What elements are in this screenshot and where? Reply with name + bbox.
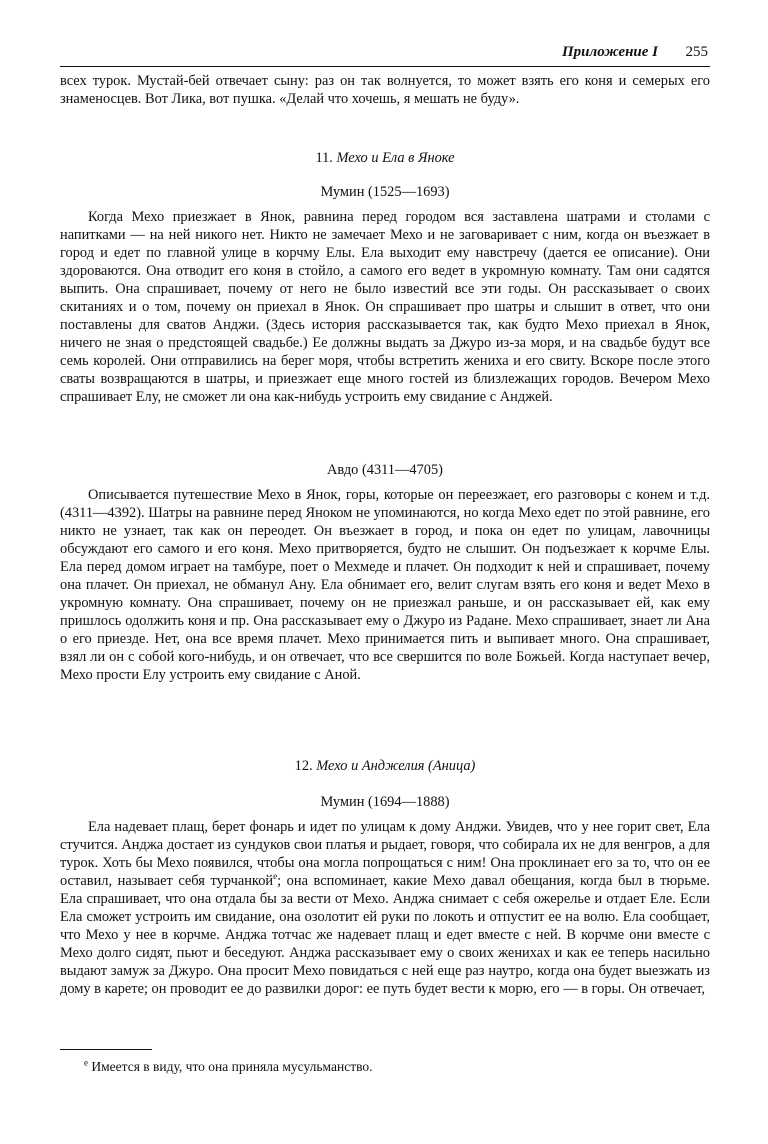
footnote-reference[interactable]: e bbox=[273, 871, 278, 882]
continuation-paragraph: всех турок. Мустай-бей отвечает сыну: раз он так волнуется, то может взять его коня и семерых его знаменосцев. Вот Лика, вот пушка. «Делай что хочешь, я мешать не буду». bbox=[60, 73, 710, 107]
section-11-variant-2-paragraph: Описывается путешествие Мехо в Янок, горы, которые он переезжает, его разговоры с конем и т.д. (4311—4392). Шатры на равнине перед Яноком не упоминаются, но когда Мехо едет по этой равнине, его никто не узнает, так как он переодет. Он въезжает в город, и пока он едет по улицам, лавочницы обсуждают его самого и его коня. Мехо притворяется, будто не слышит. Он подъезжает к корчме Елы. Ела перед домом играет на тамбуре, поет о Мехмеде и плачет. Он подходит к ней и спрашивает, почему она плачет. Он приехал, не обманул Ану. Ела обнимает его, велит слугам взять его коня и ведет Мехо в укромную комнату. Она спрашивает, почему он не приезжал раньше, и он рассказывает ей, как ему пришлось одолжить коня и пр. Она рассказывает ему о Джуро из Радане. Мехо спрашивает, знает ли Ана о его приезде. Нет, она все время плачет. Мехо принимается пить и выпивает много. Она спрашивает, взял ли он с собой кого-нибудь, и он отвечает, что все свершится по воле Божьей. Когда наступает вечер, Мехо прости Елу устроить ему свидание с Аной. bbox=[60, 487, 710, 683]
page-number: 255 bbox=[685, 44, 708, 60]
running-head-section-title: Приложение I bbox=[562, 44, 658, 60]
section-12-heading bbox=[60, 757, 710, 775]
section-11-number: 11. bbox=[315, 150, 333, 166]
footnote-mark: e bbox=[84, 1057, 88, 1068]
section-12-variant-1-block bbox=[60, 818, 710, 998]
section-12-variant-1-heading: Мумин (1694—1888) bbox=[320, 794, 450, 810]
continuation-paragraph-block bbox=[60, 72, 710, 108]
section-11-title: Мехо и Ела в Яноке bbox=[336, 150, 455, 166]
section-11-variant-1-block bbox=[60, 208, 710, 406]
section-11-variant-1-paragraph: Когда Мехо приезжает в Янок, равнина перед городом вся заставлена шатрами и столами с напитками — на ней никого нет. Никто не замечает Мехо и не заговаривает с ним, когда он въезжает в город и едет по главной улице в корчму Елы. Ела выходит ему навстречу (дается ее описание). Они здороваются. Она отводит его коня в стойло, а самого его ведет в укромную комнату. Там они садятся выпить. Она спрашивает, почему от него не было известий все эти годы. Он рассказывает о своих скитаниях и о том, почему он приехал в Янок. Он спрашивает про шатры и слышит в ответ, что они поставлены для сватов Анджи. (Здесь история рассказывается так, как будто Мехо приехал в Янок, ничего не зная о предстоящей свадьбе.) Ее должны выдать за Джуро из-за моря, и на свадьбе будут все семь королей. Они отправились на берег моря, чтобы встретить жениха и его свиту. Вскоре после этого сваты возвращаются в шатры, и приезжает еще много гостей из близлежащих городов. Вечером Мехо спрашивает Елу, не сможет ли она как-нибудь устроить ему свидание с Анджей. bbox=[60, 209, 710, 405]
section-12-variant-1-paragraph bbox=[60, 818, 710, 998]
paragraph-text-after-note: ; она вспоминает, какие Мехо давал обещания, когда был в тюрьме. Ела спрашивает, что она отдала бы за вести от Мехо. Анджа снимает с себя ожерелье и отдает Еле. Если Ела сможет устроить им свидание, она озолотит ей руки по локоть и отпустит ее на волю. Ела сообщает, что Мехо у нее в корчме. Анджа тотчас же надевает плащ и едет вместе с ней. В корчме они вместе с Мехо долго сидят, пьют и беседуют. Анджа рассказывает ему о своих женихах и как ее теперь насильно выдают замуж за Джуро. Она просит Мехо повидаться с ней еще раз наутро, когда она будет выезжать из дому в карете; он проводит ее до развилки дорог: ее путь будет вести к морю, его — в горы. Он отвечает, bbox=[60, 873, 710, 997]
section-12-title: Мехо и Анджелия (Аница) bbox=[316, 758, 476, 774]
section-11-heading bbox=[60, 149, 710, 167]
section-12-number: 12. bbox=[294, 758, 313, 774]
footnote-divider bbox=[60, 1049, 152, 1050]
section-11-variant-1-heading: Мумин (1525—1693) bbox=[320, 184, 450, 200]
running-head bbox=[60, 44, 710, 67]
section-11-variant-2-block bbox=[60, 486, 710, 684]
paragraph-text-before-note: Ела надевает плащ, берет фонарь и идет по улицам к дому Анджи. Увидев, что у нее горит свет, Ела стучится. Анджа достает из сундуков свои платья и рыдает, говоря, что собирала их не для венгров, а для турок. Хоть бы Мехо появился, чтобы она могла попрощаться с ним! Она проклинает его за то, что он ее оставил, называет себя турчанкой bbox=[60, 819, 710, 889]
footnote bbox=[84, 1058, 373, 1075]
footnote-text: Имеется в виду, что она приняла мусульманство. bbox=[91, 1059, 373, 1074]
section-11-variant-2-heading: Авдо (4311—4705) bbox=[327, 462, 443, 478]
